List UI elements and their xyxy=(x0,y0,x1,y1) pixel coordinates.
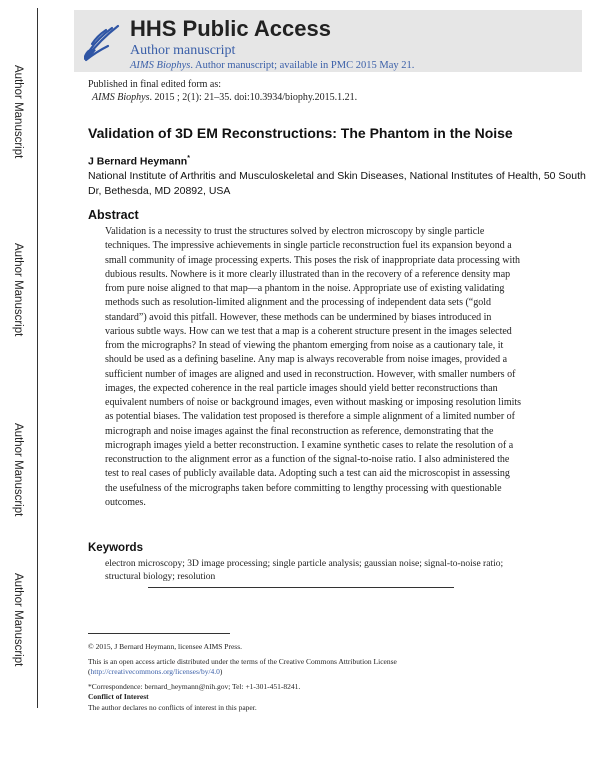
publication-label: Published in final edited form as: xyxy=(88,79,222,90)
sidebar-label: Author Manuscript xyxy=(12,65,24,159)
author-manuscript-sidebar xyxy=(0,0,36,776)
license-notice xyxy=(88,657,518,678)
keywords-divider xyxy=(148,587,454,588)
author-mark: * xyxy=(187,155,190,162)
conflict-heading: Conflict of Interest xyxy=(88,692,149,701)
publication-citation-text: . 2015 ; 2(1): 21–35. doi:10.3934/biophy.2015.1.21. xyxy=(149,92,358,103)
sidebar-divider xyxy=(37,8,38,708)
hhs-header xyxy=(74,10,582,72)
header-journal: AIMS Biophys xyxy=(130,60,191,71)
publication-info xyxy=(88,78,357,104)
conflict-text: The author declares no conflicts of interest in this paper. xyxy=(88,702,257,712)
copyright-notice: © 2015, J Bernard Heymann, licensee AIMS Press. xyxy=(88,642,243,651)
header-title: HHS Public Access xyxy=(130,16,331,41)
keywords-heading: Keywords xyxy=(88,542,143,554)
abstract-text: Validation is a necessity to trust the structures solved by electron microscopy by single particle techniques. The impressive achievements in single particle reconstruction fuel its expansion beyond a small community of image processing experts. This poses the risk of inappropriate data processing with dubious results. Nowhere is it more clearly illustrated than in the recovery of a reference density map from pure noise aligned to that map—a phantom in the noise. Appropriate use of existing validating methods such as resolution-limited alignment and the processing of independent data sets (“gold standard”) avoid this pitfall. However, these methods can be undermined by biases introduced in various subtle ways. How can we test that a map is a coherent structure present in the images selected from the micrographs? In stead of viewing the phantom emerging from noise as a cautionary tale, it should be used as a defining baseline. Any map is always recoverable from noise images, provided a sufficient number of images are aligned and used in reconstruction. However, with smaller numbers of images, the expected coherence in the real particle images should yield better reconstructions than equivalent numbers of noise or background images, even without masking or imposing resolution limits as potential biases. The validation test proposed is therefore a simple alignment of a limited number of micrograph and noise images against the final reconstruction as reference, demonstrating that the micrograph images yield a better reconstruction. I examine synthetic cases to relate the resolution of a reconstruction to the alignment error as a function of the signal-to-noise ratio. I also administered the test to real cases of publicly available data. Adopting such a test can aid the microscopist in assessing the usefulness of the micrographs taken before committing to lengthy processing with questionable outcomes. xyxy=(105,226,522,508)
footnote-divider xyxy=(88,633,230,634)
author-affiliation: National Institute of Arthritis and Musculoskeletal and Skin Diseases, National Institutes of Health, 50 South Dr, Bethesda, MD 20892, USA xyxy=(88,170,586,197)
sidebar-label: Author Manuscript xyxy=(12,573,24,667)
header-subtitle: Author manuscript xyxy=(130,43,236,58)
footnotes xyxy=(88,642,518,713)
license-text: This is an open access article distributed under the terms of the Creative Commons Attribution License ( xyxy=(88,656,397,676)
license-link[interactable]: http://creativecommons.org/licenses/by/4.0 xyxy=(90,667,220,676)
sidebar-label: Author Manuscript xyxy=(12,243,24,337)
keywords-text: electron microscopy; 3D image processing; single particle analysis; gaussian noise; signal-to-noise ratio; structural biology; resolution xyxy=(105,559,504,582)
paper-title: Validation of 3D EM Reconstructions: The Phantom in the Noise xyxy=(88,125,513,141)
header-availability xyxy=(130,60,414,71)
license-close: ) xyxy=(219,667,223,676)
hhs-eagle-logo-icon xyxy=(78,16,124,66)
author-name-text: J Bernard Heymann xyxy=(88,155,188,168)
author-name xyxy=(88,155,190,168)
publication-citation xyxy=(88,91,357,104)
sidebar-label: Author Manuscript xyxy=(12,423,24,517)
publication-journal: AIMS Biophys xyxy=(92,92,150,103)
header-availability-text: . Author manuscript; available in PMC 2015 May 21. xyxy=(190,60,415,71)
correspondence-note: *Correspondence: bernard_heymann@nih.gov; Tel: +1-301-451-8241. xyxy=(88,681,301,691)
abstract-heading: Abstract xyxy=(88,208,139,222)
